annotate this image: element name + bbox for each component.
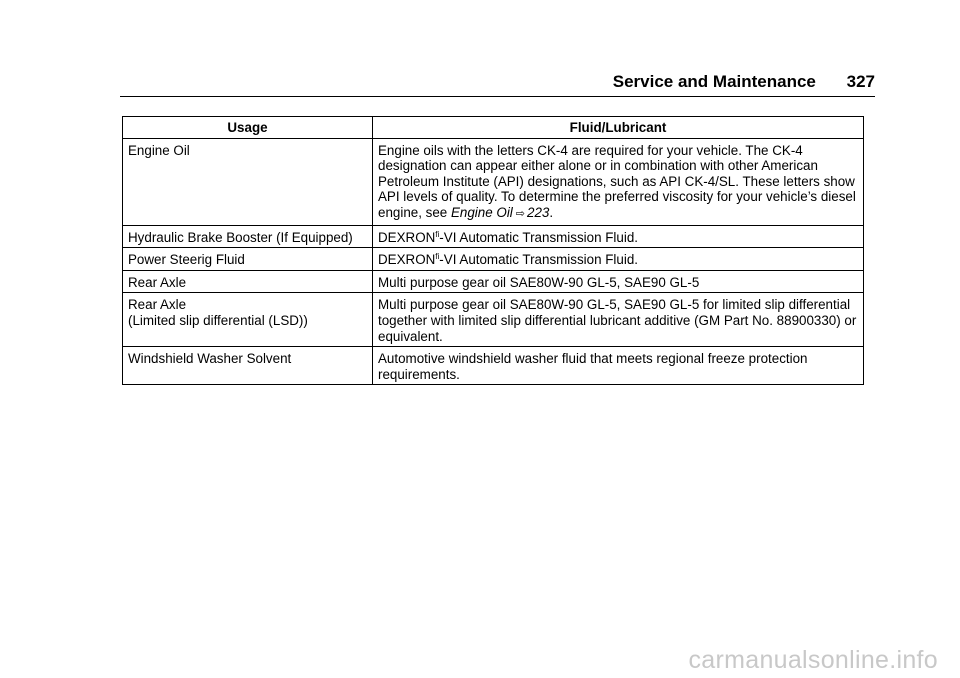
table-row bbox=[123, 225, 864, 248]
fluid-text: Engine oils with the letters CK-4 are required for your vehicle. The CK-4 designation can appear either alone or in combination with other American Petroleum Institute (API) designations, such as API CK-4/SL. These letters show API levels of quality. To determine the preferred viscosity for your vehicle’s diesel engine, see bbox=[378, 142, 856, 220]
fluid-cell bbox=[373, 138, 864, 225]
usage-cell: Hydraulic Brake Booster (If Equipped) bbox=[123, 225, 373, 248]
usage-cell bbox=[123, 293, 373, 347]
fluid-cell: Automotive windshield washer fluid that meets regional freeze protection requirements. bbox=[373, 347, 864, 385]
fluid-cell: Multi purpose gear oil SAE80W-90 GL-5, SAE90 GL-5 for limited slip differential together with limited slip differential lubricant additive (GM Part No. 88900330) or equivalent. bbox=[373, 293, 864, 347]
sentence-end: . bbox=[549, 204, 554, 220]
usage-cell: Rear Axle bbox=[123, 270, 373, 293]
brand-name: DEXRON bbox=[378, 252, 436, 268]
fluid-text: -VI Automatic Transmission Fluid. bbox=[439, 229, 638, 245]
trademark-mark: fi bbox=[435, 229, 440, 239]
page-number: 327 bbox=[846, 72, 875, 91]
column-header-usage: Usage bbox=[123, 117, 373, 139]
fluid-cell: Multi purpose gear oil SAE80W-90 GL-5, SAE90 GL-5 bbox=[373, 270, 864, 293]
header-rule bbox=[120, 96, 875, 97]
page-ref-number[interactable]: 223 bbox=[527, 204, 550, 220]
table-row bbox=[123, 138, 864, 225]
usage-cell: Power Steerig Fluid bbox=[123, 248, 373, 271]
section-title: Service and Maintenance bbox=[612, 72, 816, 91]
usage-line-1: Rear Axle bbox=[128, 297, 187, 313]
page-header bbox=[120, 70, 875, 94]
page-ref-icon: ⇨ bbox=[515, 207, 525, 220]
table-header-row bbox=[123, 117, 864, 139]
fluids-table bbox=[122, 116, 864, 385]
trademark-mark: fi bbox=[435, 252, 440, 262]
fluid-cell bbox=[373, 225, 864, 248]
watermark: carmanualsonline.info bbox=[688, 646, 938, 674]
table-row bbox=[123, 270, 864, 293]
fluid-cell bbox=[373, 248, 864, 271]
table-row bbox=[123, 293, 864, 347]
fluid-text: -VI Automatic Transmission Fluid. bbox=[439, 252, 638, 268]
column-header-fluid: Fluid/Lubricant bbox=[373, 117, 864, 139]
usage-cell: Engine Oil bbox=[123, 138, 373, 225]
brand-name: DEXRON bbox=[378, 229, 436, 245]
usage-line-2: (Limited slip differential (LSD)) bbox=[128, 312, 308, 328]
table-row bbox=[123, 347, 864, 385]
table-row bbox=[123, 248, 864, 271]
usage-cell: Windshield Washer Solvent bbox=[123, 347, 373, 385]
engine-oil-link[interactable]: Engine Oil bbox=[450, 204, 513, 220]
